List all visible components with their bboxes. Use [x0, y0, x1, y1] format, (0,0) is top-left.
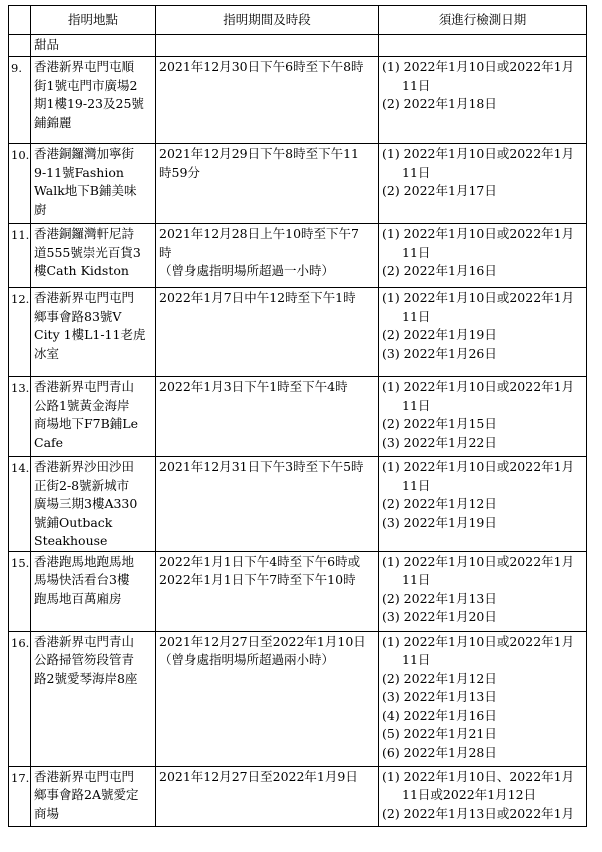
test-date-item: (2) 2022年1月16日	[382, 263, 497, 278]
table-header-row	[9, 6, 587, 35]
location-line: 商場地下F7B鋪Le	[34, 416, 139, 431]
test-date-item: (3) 2022年1月22日	[382, 434, 497, 450]
location-line: 9-11號Fashion	[34, 164, 124, 180]
test-date-item: (1) 2022年1月10日或2022年1月11日	[382, 459, 575, 493]
row-number: 13.	[9, 377, 31, 457]
location-line: 香港新界屯門屯門	[34, 290, 135, 305]
location-line: 香港新界屯門青山	[34, 633, 135, 649]
location-cell	[31, 377, 156, 457]
test-date-item: (5) 2022年1月21日	[382, 726, 497, 741]
test-date-item: (1) 2022年1月10日或2022年1月11日	[382, 379, 575, 413]
location-line: 甜品	[34, 37, 60, 52]
location-line: 跑馬地百萬廂房	[34, 590, 122, 606]
test-date-item: (1) 2022年1月10日或2022年1月11日	[382, 553, 575, 587]
location-cell	[31, 288, 156, 377]
location-cell	[31, 224, 156, 288]
location-line: 香港新界屯門屯順	[34, 59, 135, 74]
period-cell	[156, 766, 379, 826]
location-line: 正街2-8號新城市	[34, 477, 130, 493]
location-line: City 1樓L1-11老虎	[34, 327, 146, 342]
test-date-item: (1) 2022年1月10日或2022年1月11日	[382, 633, 575, 667]
location-line: 公路1號黃金海岸	[34, 397, 130, 413]
location-line: Cafe	[34, 434, 64, 450]
location-cell	[31, 144, 156, 224]
location-line: 廣場三期3樓A330	[34, 496, 138, 511]
table-row	[9, 377, 587, 457]
location-line: 樓Cath Kidston	[34, 263, 129, 278]
test-date-item: (6) 2022年1月28日	[382, 744, 497, 760]
period-line: 2021年12月31日下午3時至下午5時	[159, 459, 364, 474]
test-date-item: (1) 2022年1月10日或2022年1月11日	[382, 146, 575, 180]
period-line: 時	[159, 244, 172, 260]
table-row	[9, 144, 587, 224]
period-line: 2021年12月27日至2022年1月10日	[159, 633, 366, 649]
period-line: 2021年12月28日上午10時至下午7	[159, 226, 359, 241]
period-line: （曾身處指明場所超過兩小時）	[159, 652, 335, 667]
period-line: 2021年12月29日下午8時至下午11	[159, 146, 359, 161]
location-line: 道555號崇光百貨3	[34, 244, 141, 260]
test-dates-cell	[379, 57, 587, 144]
table-row	[9, 551, 587, 631]
location-line: 廚	[34, 201, 47, 217]
test-dates-cell	[379, 457, 587, 552]
test-dates-cell	[379, 631, 587, 766]
test-date-item: (2) 2022年1月13日或2022年1月	[382, 805, 575, 821]
test-date-item: (2) 2022年1月19日	[382, 327, 497, 342]
test-date-item: (1) 2022年1月10日、2022年1月11日或2022年1月12日	[382, 768, 575, 802]
period-line: 2021年12月30日下午6時至下午8時	[159, 59, 364, 74]
test-date-item: (2) 2022年1月12日	[382, 670, 497, 686]
period-cell	[156, 224, 379, 288]
period-cell	[156, 144, 379, 224]
table-row	[9, 224, 587, 288]
continued-number-cell	[9, 35, 31, 57]
test-date-item: (2) 2022年1月13日	[382, 590, 497, 606]
location-line: 馬場快活看台3樓	[34, 572, 130, 587]
period-cell	[156, 457, 379, 552]
row-number: 12.	[9, 288, 31, 377]
period-line: （曾身處指明場所超過一小時）	[159, 263, 335, 278]
test-dates-cell	[379, 144, 587, 224]
location-line: 香港銅鑼灣軒尼詩	[34, 226, 135, 241]
test-date-item: (3) 2022年1月20日	[382, 609, 497, 624]
location-cell	[31, 631, 156, 766]
period-line: 時59分	[159, 164, 200, 180]
test-date-item: (3) 2022年1月13日	[382, 689, 497, 704]
row-number: 11.	[9, 224, 31, 288]
test-date-item: (2) 2022年1月12日	[382, 496, 497, 511]
period-cell	[156, 377, 379, 457]
period-line: 2022年1月1日下午4時至下午6時或	[159, 553, 361, 569]
location-line: 路2號愛琴海岸8座	[34, 670, 138, 686]
location-cell	[31, 457, 156, 552]
row-number: 16.	[9, 631, 31, 766]
location-cell	[31, 551, 156, 631]
location-line: 期1樓19-23及25號	[34, 96, 144, 111]
period-cell	[156, 631, 379, 766]
location-line: Walk地下B鋪美味	[34, 183, 137, 198]
period-line: 2022年1月1日下午7時至下午10時	[159, 572, 356, 587]
test-date-item: (2) 2022年1月18日	[382, 96, 497, 111]
table-row	[9, 457, 587, 552]
location-line: 號鋪Outback	[34, 514, 113, 530]
test-dates-cell	[379, 288, 587, 377]
location-line: 鄉事會路83號V	[34, 308, 122, 324]
header-location: 指明地點	[31, 6, 156, 35]
location-line: 鋪錦麗	[34, 114, 72, 130]
table-row	[9, 288, 587, 377]
location-line: 香港新界屯門青山	[34, 379, 135, 394]
test-date-item: (3) 2022年1月19日	[382, 514, 497, 530]
period-line: 2022年1月7日中午12時至下午1時	[159, 290, 356, 305]
location-cell	[31, 57, 156, 144]
location-line: Steakhouse	[34, 533, 108, 548]
table-row	[9, 57, 587, 144]
row-number: 17.	[9, 766, 31, 826]
location-line: 香港跑馬地跑馬地	[34, 553, 135, 569]
row-number: 15.	[9, 551, 31, 631]
header-period: 指明期間及時段	[156, 6, 379, 35]
row-number: 10.	[9, 144, 31, 224]
test-dates-cell	[379, 224, 587, 288]
location-cell	[31, 766, 156, 826]
test-dates-cell	[379, 377, 587, 457]
test-date-item: (3) 2022年1月26日	[382, 345, 497, 361]
location-line: 香港新界屯門屯門	[34, 768, 135, 784]
test-date-item: (1) 2022年1月10日或2022年1月11日	[382, 226, 575, 260]
period-cell	[156, 57, 379, 144]
test-date-item: (1) 2022年1月10日或2022年1月11日	[382, 290, 575, 324]
continued-dates-cell	[379, 35, 587, 57]
designated-places-table	[8, 5, 587, 827]
continued-period-cell	[156, 35, 379, 57]
period-cell	[156, 288, 379, 377]
test-date-item: (2) 2022年1月15日	[382, 416, 497, 431]
continued-row	[9, 35, 587, 57]
test-date-item: (4) 2022年1月16日	[382, 707, 497, 723]
test-date-item: (2) 2022年1月17日	[382, 183, 497, 198]
period-line: 2022年1月3日下午1時至下午4時	[159, 379, 348, 394]
header-test-dates: 須進行檢測日期	[379, 6, 587, 35]
table-body	[9, 35, 587, 827]
location-line: 冰室	[34, 345, 60, 361]
test-dates-cell	[379, 551, 587, 631]
table-row	[9, 631, 587, 766]
test-date-item: (1) 2022年1月10日或2022年1月11日	[382, 59, 575, 93]
period-cell	[156, 551, 379, 631]
location-line: 公路掃管笏段管青	[34, 652, 135, 667]
row-number: 14.	[9, 457, 31, 552]
location-line: 香港新界沙田沙田	[34, 459, 135, 474]
test-dates-cell	[379, 766, 587, 826]
header-number-cell	[9, 6, 31, 35]
location-line: 街1號屯門市廣場2	[34, 77, 138, 93]
row-number: 9.	[9, 57, 31, 144]
table-row	[9, 766, 587, 826]
location-line: 鄉事會路2A號愛定	[34, 787, 139, 802]
location-line: 商場	[34, 805, 60, 821]
location-line: 香港銅鑼灣加寧街	[34, 146, 135, 161]
period-line: 2021年12月27日至2022年1月9日	[159, 768, 358, 784]
continued-location-cell	[31, 35, 156, 57]
